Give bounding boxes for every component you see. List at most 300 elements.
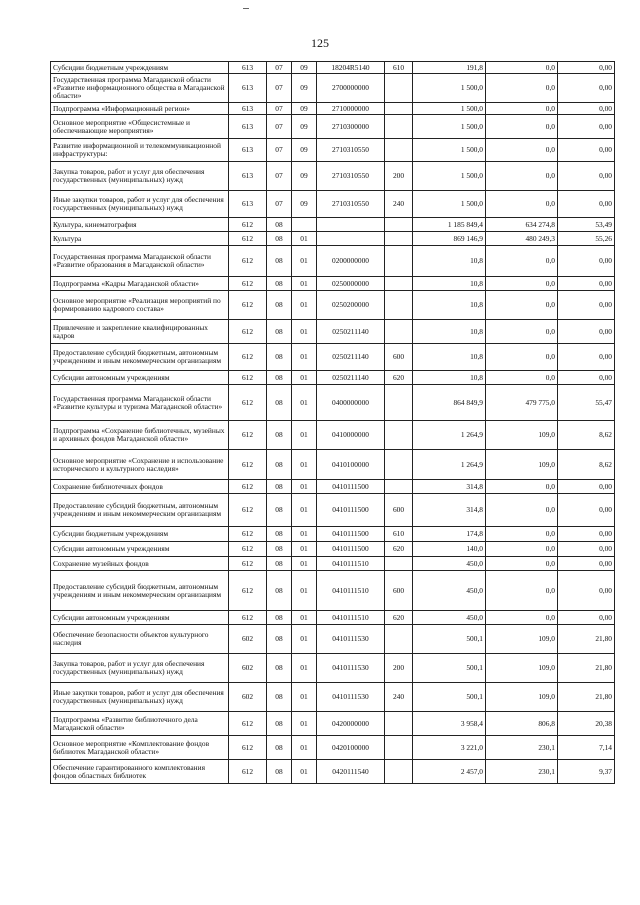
table-row xyxy=(51,371,615,385)
table-row xyxy=(51,557,615,571)
table-row xyxy=(51,421,615,450)
row-executed-amount: 0,0 xyxy=(486,480,558,494)
row-executed-amount: 109,0 xyxy=(486,421,558,450)
row-section: 08 xyxy=(267,712,292,736)
row-subsection xyxy=(292,218,317,232)
table-row xyxy=(51,625,615,654)
row-section: 08 xyxy=(267,232,292,246)
row-planned-amount: 1 264,9 xyxy=(413,450,486,480)
row-planned-amount: 140,0 xyxy=(413,542,486,557)
row-section: 08 xyxy=(267,571,292,611)
row-executed-amount: 0,0 xyxy=(486,527,558,542)
row-name: Государственная программа Магаданской области «Развитие культуры и туризма Магаданской области» xyxy=(51,385,229,421)
row-expense-type: 610 xyxy=(385,527,413,542)
row-planned-amount: 1 264,9 xyxy=(413,421,486,450)
row-name: Государственная программа Магаданской области «Развитие информационного общества в Магаданской области» xyxy=(51,74,229,103)
row-section: 08 xyxy=(267,320,292,344)
row-target-article: 0420100000 xyxy=(317,736,385,760)
row-subsection: 01 xyxy=(292,494,317,527)
row-executed-amount: 0,0 xyxy=(486,162,558,191)
table-row xyxy=(51,611,615,625)
row-subsection: 09 xyxy=(292,74,317,103)
row-admin-code: 612 xyxy=(229,480,267,494)
row-name: Иные закупки товаров, работ и услуг для обеспечения государственных (муниципальных) нужд xyxy=(51,191,229,218)
row-target-article: 18204R5140 xyxy=(317,62,385,74)
row-admin-code: 612 xyxy=(229,320,267,344)
row-name: Подпрограмма «Сохранение библиотечных, музейных и архивных фондов Магаданской области» xyxy=(51,421,229,450)
row-executed-amount: 0,0 xyxy=(486,291,558,320)
row-subsection: 09 xyxy=(292,139,317,162)
row-planned-amount: 2 457,0 xyxy=(413,760,486,784)
row-target-article xyxy=(317,218,385,232)
row-name: Субсидии бюджетным учреждениям xyxy=(51,527,229,542)
row-admin-code: 612 xyxy=(229,542,267,557)
row-admin-code: 612 xyxy=(229,421,267,450)
table-row xyxy=(51,654,615,683)
row-section: 08 xyxy=(267,760,292,784)
row-section: 08 xyxy=(267,654,292,683)
row-target-article: 0410111500 xyxy=(317,480,385,494)
row-expense-type xyxy=(385,232,413,246)
row-subsection: 09 xyxy=(292,103,317,115)
row-subsection: 01 xyxy=(292,611,317,625)
row-subsection: 01 xyxy=(292,736,317,760)
row-section: 08 xyxy=(267,480,292,494)
row-executed-amount: 0,0 xyxy=(486,611,558,625)
row-target-article: 2710310550 xyxy=(317,162,385,191)
row-percent-executed: 21,80 xyxy=(558,625,615,654)
row-percent-executed: 0,00 xyxy=(558,162,615,191)
table-row xyxy=(51,385,615,421)
row-admin-code: 613 xyxy=(229,139,267,162)
row-name: Предоставление субсидий бюджетным, автономным учреждениям и иным некоммерческим организациям xyxy=(51,344,229,371)
row-name: Культура xyxy=(51,232,229,246)
row-target-article: 2710310550 xyxy=(317,191,385,218)
row-admin-code: 612 xyxy=(229,385,267,421)
row-subsection: 01 xyxy=(292,421,317,450)
row-expense-type xyxy=(385,557,413,571)
row-executed-amount: 0,0 xyxy=(486,62,558,74)
row-target-article: 0400000000 xyxy=(317,385,385,421)
row-planned-amount: 1 500,0 xyxy=(413,74,486,103)
row-section: 08 xyxy=(267,291,292,320)
row-name: Культура, кинематография xyxy=(51,218,229,232)
row-executed-amount: 109,0 xyxy=(486,683,558,712)
row-planned-amount: 3 958,4 xyxy=(413,712,486,736)
table-row xyxy=(51,450,615,480)
row-target-article: 0250211140 xyxy=(317,320,385,344)
row-target-article: 0250211140 xyxy=(317,371,385,385)
row-executed-amount: 0,0 xyxy=(486,371,558,385)
row-target-article: 2710000000 xyxy=(317,103,385,115)
row-subsection: 01 xyxy=(292,571,317,611)
table-row xyxy=(51,712,615,736)
row-executed-amount: 0,0 xyxy=(486,74,558,103)
row-percent-executed: 9,37 xyxy=(558,760,615,784)
row-name: Подпрограмма «Развитие библиотечного дела Магаданской области» xyxy=(51,712,229,736)
row-admin-code: 612 xyxy=(229,450,267,480)
row-section: 08 xyxy=(267,344,292,371)
row-section: 08 xyxy=(267,557,292,571)
row-admin-code: 612 xyxy=(229,291,267,320)
row-planned-amount: 1 185 849,4 xyxy=(413,218,486,232)
row-percent-executed: 0,00 xyxy=(558,62,615,74)
budget-table xyxy=(50,61,615,784)
scan-mark xyxy=(243,8,249,9)
budget-table-body xyxy=(51,62,615,784)
row-target-article: 0410111510 xyxy=(317,571,385,611)
row-planned-amount: 10,8 xyxy=(413,277,486,291)
row-planned-amount: 3 221,0 xyxy=(413,736,486,760)
row-admin-code: 602 xyxy=(229,683,267,712)
row-planned-amount: 450,0 xyxy=(413,571,486,611)
row-target-article: 2710310550 xyxy=(317,139,385,162)
row-executed-amount: 0,0 xyxy=(486,344,558,371)
row-section: 08 xyxy=(267,542,292,557)
page-number: 125 xyxy=(311,36,329,50)
row-expense-type: 620 xyxy=(385,611,413,625)
row-section: 07 xyxy=(267,115,292,139)
row-expense-type: 610 xyxy=(385,62,413,74)
row-admin-code: 613 xyxy=(229,162,267,191)
row-expense-type: 200 xyxy=(385,654,413,683)
row-expense-type xyxy=(385,139,413,162)
row-planned-amount: 500,1 xyxy=(413,654,486,683)
row-section: 08 xyxy=(267,371,292,385)
row-executed-amount: 109,0 xyxy=(486,654,558,683)
row-admin-code: 612 xyxy=(229,232,267,246)
row-section: 07 xyxy=(267,103,292,115)
row-executed-amount: 0,0 xyxy=(486,115,558,139)
row-planned-amount: 450,0 xyxy=(413,611,486,625)
table-row xyxy=(51,760,615,784)
row-percent-executed: 21,80 xyxy=(558,654,615,683)
row-percent-executed: 0,00 xyxy=(558,480,615,494)
row-name: Иные закупки товаров, работ и услуг для обеспечения государственных (муниципальных) нужд xyxy=(51,683,229,712)
row-subsection: 01 xyxy=(292,371,317,385)
row-admin-code: 613 xyxy=(229,115,267,139)
row-section: 08 xyxy=(267,611,292,625)
row-target-article: 0410111510 xyxy=(317,557,385,571)
row-section: 07 xyxy=(267,191,292,218)
row-admin-code: 612 xyxy=(229,527,267,542)
row-target-article: 0410111530 xyxy=(317,625,385,654)
table-row xyxy=(51,683,615,712)
row-target-article: 2700000000 xyxy=(317,74,385,103)
row-planned-amount: 864 849,9 xyxy=(413,385,486,421)
row-executed-amount: 0,0 xyxy=(486,191,558,218)
row-subsection: 01 xyxy=(292,344,317,371)
table-row xyxy=(51,115,615,139)
row-name: Сохранение музейных фондов xyxy=(51,557,229,571)
row-admin-code: 612 xyxy=(229,371,267,385)
row-expense-type: 600 xyxy=(385,344,413,371)
row-name: Основное мероприятие «Реализация мероприятий по формированию кадрового состава» xyxy=(51,291,229,320)
row-percent-executed: 0,00 xyxy=(558,557,615,571)
row-planned-amount: 191,8 xyxy=(413,62,486,74)
row-section: 07 xyxy=(267,74,292,103)
row-executed-amount: 109,0 xyxy=(486,625,558,654)
row-target-article: 0250200000 xyxy=(317,291,385,320)
row-subsection: 01 xyxy=(292,320,317,344)
row-admin-code: 612 xyxy=(229,557,267,571)
table-row xyxy=(51,62,615,74)
row-executed-amount: 230,1 xyxy=(486,760,558,784)
row-name: Субсидии автономным учреждениям xyxy=(51,611,229,625)
row-subsection: 01 xyxy=(292,450,317,480)
row-planned-amount: 10,8 xyxy=(413,344,486,371)
row-name: Подпрограмма «Кадры Магаданской области» xyxy=(51,277,229,291)
row-expense-type xyxy=(385,736,413,760)
row-admin-code: 602 xyxy=(229,654,267,683)
row-section: 08 xyxy=(267,277,292,291)
row-percent-executed: 7,14 xyxy=(558,736,615,760)
table-row xyxy=(51,344,615,371)
row-admin-code: 612 xyxy=(229,246,267,277)
row-admin-code: 613 xyxy=(229,191,267,218)
row-expense-type xyxy=(385,74,413,103)
row-name: Государственная программа Магаданской области «Развитие образования в Магаданской области» xyxy=(51,246,229,277)
row-planned-amount: 1 500,0 xyxy=(413,103,486,115)
row-executed-amount: 480 249,3 xyxy=(486,232,558,246)
row-planned-amount: 500,1 xyxy=(413,625,486,654)
row-name: Обеспечение безопасности объектов культурного наследия xyxy=(51,625,229,654)
row-expense-type xyxy=(385,480,413,494)
row-subsection: 01 xyxy=(292,291,317,320)
row-section: 08 xyxy=(267,385,292,421)
row-target-article: 0410111500 xyxy=(317,527,385,542)
row-admin-code: 612 xyxy=(229,277,267,291)
row-executed-amount: 0,0 xyxy=(486,571,558,611)
row-name: Закупка товаров, работ и услуг для обеспечения государственных (муниципальных) нужд xyxy=(51,654,229,683)
row-expense-type xyxy=(385,421,413,450)
row-expense-type xyxy=(385,320,413,344)
row-planned-amount: 500,1 xyxy=(413,683,486,712)
row-name: Закупка товаров, работ и услуг для обеспечения государственных (муниципальных) нужд xyxy=(51,162,229,191)
row-executed-amount: 0,0 xyxy=(486,139,558,162)
table-row xyxy=(51,218,615,232)
row-expense-type xyxy=(385,246,413,277)
row-admin-code: 612 xyxy=(229,218,267,232)
row-percent-executed: 0,00 xyxy=(558,103,615,115)
row-section: 08 xyxy=(267,527,292,542)
row-name: Основное мероприятие «Общесистемные и обеспечивающие мероприятия» xyxy=(51,115,229,139)
row-target-article: 0420000000 xyxy=(317,712,385,736)
row-percent-executed: 21,80 xyxy=(558,683,615,712)
row-percent-executed: 0,00 xyxy=(558,320,615,344)
row-subsection: 01 xyxy=(292,542,317,557)
row-percent-executed: 53,49 xyxy=(558,218,615,232)
row-section: 08 xyxy=(267,246,292,277)
row-expense-type xyxy=(385,385,413,421)
row-planned-amount: 174,8 xyxy=(413,527,486,542)
row-planned-amount: 1 500,0 xyxy=(413,162,486,191)
row-section: 07 xyxy=(267,139,292,162)
table-row xyxy=(51,291,615,320)
row-expense-type: 240 xyxy=(385,683,413,712)
row-expense-type xyxy=(385,277,413,291)
row-admin-code: 612 xyxy=(229,494,267,527)
row-subsection: 09 xyxy=(292,191,317,218)
row-admin-code: 612 xyxy=(229,760,267,784)
row-subsection: 01 xyxy=(292,385,317,421)
row-section: 08 xyxy=(267,683,292,712)
row-planned-amount: 314,8 xyxy=(413,480,486,494)
row-planned-amount: 450,0 xyxy=(413,557,486,571)
table-row xyxy=(51,191,615,218)
table-row xyxy=(51,162,615,191)
row-expense-type xyxy=(385,103,413,115)
row-subsection: 01 xyxy=(292,527,317,542)
row-executed-amount: 479 775,0 xyxy=(486,385,558,421)
row-executed-amount: 0,0 xyxy=(486,103,558,115)
row-executed-amount: 0,0 xyxy=(486,320,558,344)
row-subsection: 01 xyxy=(292,557,317,571)
row-name: Предоставление субсидий бюджетным, автономным учреждениям и иным некоммерческим организациям xyxy=(51,494,229,527)
row-expense-type: 600 xyxy=(385,571,413,611)
row-executed-amount: 0,0 xyxy=(486,494,558,527)
row-percent-executed: 0,00 xyxy=(558,542,615,557)
row-executed-amount: 0,0 xyxy=(486,557,558,571)
row-executed-amount: 230,1 xyxy=(486,736,558,760)
row-expense-type xyxy=(385,450,413,480)
row-admin-code: 612 xyxy=(229,344,267,371)
table-row xyxy=(51,736,615,760)
row-section: 08 xyxy=(267,494,292,527)
row-admin-code: 612 xyxy=(229,611,267,625)
row-section: 08 xyxy=(267,625,292,654)
row-expense-type: 240 xyxy=(385,191,413,218)
row-target-article: 0410100000 xyxy=(317,450,385,480)
row-subsection: 01 xyxy=(292,246,317,277)
row-percent-executed: 0,00 xyxy=(558,277,615,291)
row-planned-amount: 10,8 xyxy=(413,291,486,320)
row-target-article: 0250000000 xyxy=(317,277,385,291)
row-expense-type xyxy=(385,712,413,736)
table-row xyxy=(51,103,615,115)
row-planned-amount: 1 500,0 xyxy=(413,139,486,162)
row-planned-amount: 10,8 xyxy=(413,246,486,277)
row-percent-executed: 0,00 xyxy=(558,371,615,385)
row-percent-executed: 0,00 xyxy=(558,527,615,542)
row-executed-amount: 0,0 xyxy=(486,246,558,277)
row-expense-type: 620 xyxy=(385,542,413,557)
table-row xyxy=(51,527,615,542)
row-name: Субсидии бюджетным учреждениям xyxy=(51,62,229,74)
row-percent-executed: 0,00 xyxy=(558,344,615,371)
row-percent-executed: 0,00 xyxy=(558,74,615,103)
row-percent-executed: 0,00 xyxy=(558,191,615,218)
row-percent-executed: 0,00 xyxy=(558,611,615,625)
row-percent-executed: 55,26 xyxy=(558,232,615,246)
row-name: Субсидии автономным учреждениям xyxy=(51,371,229,385)
row-target-article: 0410111530 xyxy=(317,683,385,712)
row-name: Предоставление субсидий бюджетным, автономным учреждениям и иным некоммерческим организациям xyxy=(51,571,229,611)
row-percent-executed: 8,62 xyxy=(558,421,615,450)
row-target-article: 0410111510 xyxy=(317,611,385,625)
row-expense-type xyxy=(385,625,413,654)
row-name: Основное мероприятие «Сохранение и использование исторического и культурного наследия» xyxy=(51,450,229,480)
row-name: Развитие информационной и телекоммуникационной инфраструктуры: xyxy=(51,139,229,162)
row-percent-executed: 0,00 xyxy=(558,139,615,162)
row-percent-executed: 8,62 xyxy=(558,450,615,480)
row-percent-executed: 0,00 xyxy=(558,246,615,277)
row-name: Подпрограмма «Информационный регион» xyxy=(51,103,229,115)
row-section: 08 xyxy=(267,218,292,232)
row-expense-type: 620 xyxy=(385,371,413,385)
row-subsection: 01 xyxy=(292,625,317,654)
table-row xyxy=(51,277,615,291)
row-admin-code: 613 xyxy=(229,103,267,115)
row-planned-amount: 1 500,0 xyxy=(413,191,486,218)
row-percent-executed: 0,00 xyxy=(558,115,615,139)
row-target-article: 2710300000 xyxy=(317,115,385,139)
row-subsection: 01 xyxy=(292,683,317,712)
row-subsection: 09 xyxy=(292,62,317,74)
row-executed-amount: 806,8 xyxy=(486,712,558,736)
row-section: 07 xyxy=(267,162,292,191)
row-planned-amount: 10,8 xyxy=(413,320,486,344)
row-target-article: 0250211140 xyxy=(317,344,385,371)
row-target-article: 0410111530 xyxy=(317,654,385,683)
row-expense-type xyxy=(385,218,413,232)
row-name: Обеспечение гарантированного комплектования фондов областных библиотек xyxy=(51,760,229,784)
row-admin-code: 602 xyxy=(229,625,267,654)
row-admin-code: 613 xyxy=(229,74,267,103)
row-expense-type xyxy=(385,291,413,320)
row-subsection: 01 xyxy=(292,712,317,736)
row-percent-executed: 0,00 xyxy=(558,571,615,611)
row-admin-code: 612 xyxy=(229,712,267,736)
row-executed-amount: 634 274,8 xyxy=(486,218,558,232)
row-admin-code: 612 xyxy=(229,736,267,760)
table-row xyxy=(51,74,615,103)
row-name: Основное мероприятие «Комплектование фондов библиотек Магаданской области» xyxy=(51,736,229,760)
row-admin-code: 612 xyxy=(229,571,267,611)
row-subsection: 01 xyxy=(292,232,317,246)
row-subsection: 09 xyxy=(292,115,317,139)
row-name: Привлечение и закрепление квалифицированных кадров xyxy=(51,320,229,344)
row-planned-amount: 10,8 xyxy=(413,371,486,385)
row-target-article: 0410111500 xyxy=(317,494,385,527)
row-name: Субсидии автономным учреждениям xyxy=(51,542,229,557)
row-target-article: 0410111500 xyxy=(317,542,385,557)
table-row xyxy=(51,542,615,557)
row-target-article: 0410000000 xyxy=(317,421,385,450)
row-executed-amount: 0,0 xyxy=(486,277,558,291)
row-subsection: 01 xyxy=(292,480,317,494)
row-target-article xyxy=(317,232,385,246)
row-section: 08 xyxy=(267,421,292,450)
row-section: 07 xyxy=(267,62,292,74)
row-planned-amount: 869 146,9 xyxy=(413,232,486,246)
table-row xyxy=(51,246,615,277)
table-row xyxy=(51,320,615,344)
row-subsection: 09 xyxy=(292,162,317,191)
row-section: 08 xyxy=(267,450,292,480)
row-subsection: 01 xyxy=(292,654,317,683)
row-section: 08 xyxy=(267,736,292,760)
row-expense-type: 600 xyxy=(385,494,413,527)
table-row xyxy=(51,139,615,162)
row-expense-type xyxy=(385,115,413,139)
row-expense-type xyxy=(385,760,413,784)
row-planned-amount: 1 500,0 xyxy=(413,115,486,139)
row-percent-executed: 20,38 xyxy=(558,712,615,736)
row-target-article: 0200000000 xyxy=(317,246,385,277)
row-percent-executed: 55,47 xyxy=(558,385,615,421)
row-planned-amount: 314,8 xyxy=(413,494,486,527)
